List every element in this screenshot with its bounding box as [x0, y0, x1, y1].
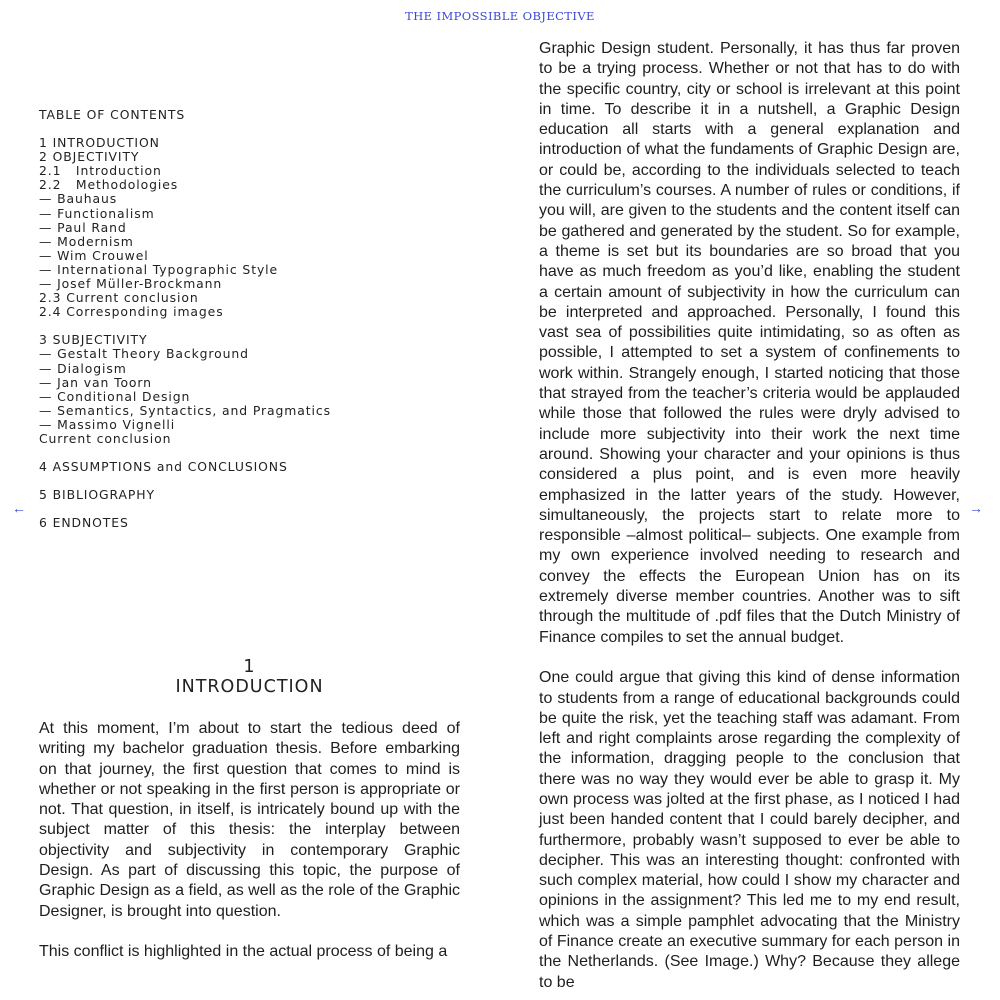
toc-group-1 [39, 136, 469, 319]
toc-group-6 [39, 516, 469, 530]
toc-item[interactable]: — Bauhaus [39, 191, 118, 207]
toc-item[interactable]: — Massimo Vignelli [39, 416, 176, 432]
chapter-heading [39, 657, 460, 697]
toc-group-5 [39, 488, 469, 502]
left-text-column [39, 719, 460, 983]
site-title[interactable]: THE IMPOSSIBLE OBJECTIVE [405, 9, 595, 23]
table-of-contents [39, 108, 469, 544]
toc-item[interactable]: 2.1 Introduction [39, 163, 162, 179]
toc-heading: TABLE OF CONTENTS [39, 107, 186, 122]
toc-item[interactable]: — Paul Rand [39, 219, 127, 235]
toc-item[interactable]: 2.2 Methodologies [39, 177, 179, 193]
toc-item[interactable]: — Dialogism [39, 360, 127, 376]
toc-item[interactable]: 6 ENDNOTES [39, 515, 129, 531]
toc-item[interactable]: — Functionalism [39, 205, 155, 221]
toc-item[interactable]: 2.3 Current conclusion [39, 290, 199, 306]
toc-item[interactable]: — Semantics, Syntactics, and Pragmatics [39, 402, 331, 418]
toc-group-4 [39, 460, 469, 474]
body-paragraph: This conflict is highlighted in the actual process of being a [39, 943, 448, 961]
chapter-title: INTRODUCTION [175, 677, 324, 697]
toc-item[interactable]: — Modernism [39, 233, 134, 249]
toc-item[interactable]: — International Typographic Style [39, 261, 279, 277]
toc-item[interactable]: — Jan van Toorn [39, 374, 152, 390]
toc-item[interactable]: 4 ASSUMPTIONS and CONCLUSIONS [39, 459, 288, 475]
toc-item[interactable]: 3 SUBJECTIVITY [39, 332, 148, 348]
body-paragraph: Graphic Design student. Personally, it has thus far proven to be a trying process. Whether or not that has to do with the specific country, city or school is irrelevant at this point in time. To describe it in a nutshell, a Graphic Design education all starts with a general explanation and introduction of what the fundaments of Graphic Design are, or could be, according to the individuals selected to teach the curriculum’s courses. A number of rules or conditions, if you will, are given to the students and the content itself can be gathered and generated by the student. So for example, a theme is set but its boundaries are so broad that you have as much freedom as you’d like, enabling the student a certain amount of subjectivity in how the curriculum can be interpreted and approached. Personally, I found this vast sea of possibilities quite intimidating, so as often as possible, I attempted to set a system of confinements to work within. Strangely enough, I started noticing that those that strayed from the teacher’s criteria would be applauded while those that followed the rules were dryly advised to include more subjectivity into their work the next time around. Showing your character and your opinions is thus considered a plus point, and is even more heavily emphasized in the latter years of the study. However, simultaneously, the projects start to relate more to responsible –almost political– subjects. One example from my own experience involved needing to research and convey the effects the European Union has on its extremely diverse member countries. Another was to sift through the multitude of .pdf files that the Dutch Ministry of Finance compiles to set the annual budget. [539, 40, 960, 646]
toc-item[interactable]: Current conclusion [39, 430, 172, 446]
toc-group-3 [39, 333, 469, 446]
toc-item[interactable]: 1 INTRODUCTION [39, 135, 160, 151]
toc-item[interactable]: — Josef Müller-Brockmann [39, 276, 223, 292]
previous-page-arrow-icon[interactable]: ← [12, 500, 26, 516]
right-text-column [539, 39, 960, 991]
chapter-number: 1 [243, 657, 256, 677]
toc-item[interactable]: — Wim Crouwel [39, 247, 149, 263]
body-paragraph: One could argue that giving this kind of dense information to students from a range of educational backgrounds could be quite the risk, yet the teaching staff was adamant. From left and right complaints arose regarding the complexity of the information, dragging people to the conclusion that there was no way they would ever be able to grasp it. My own process was jolted at the first phase, as I noticed I had just been handed content that I could barely decipher, and furthermore, probably wasn’t supposed to ever be able to decipher. This was an interesting thought: confronted with such complex material, how could I show my character and opinions in the assignment? This led me to my end result, which was a simple pamphlet advocating that the Ministry of Finance create an executive summary for each person in the Netherlands. (See Image.) Why? Because they allege to be [539, 669, 960, 991]
toc-item[interactable]: 2 OBJECTIVITY [39, 149, 140, 165]
toc-item[interactable]: — Gestalt Theory Background [39, 346, 249, 362]
toc-item[interactable]: 2.4 Corresponding images [39, 304, 224, 320]
toc-item[interactable]: — Conditional Design [39, 388, 191, 404]
body-paragraph: At this moment, I’m about to start the tedious deed of writing my bachelor graduation thesis. Before embarking on that journey, the first question that comes to mind is whether or not speaking in the first person is appropriate or not. That question, in itself, is intricately bound up with the subject matter of this thesis: the interplay between objectivity and subjectivity in contemporary Graphic Design. As part of discussing this topic, the purpose of Graphic Design as a field, as well as the role of the Graphic Designer, is brought into question. [39, 720, 460, 920]
next-page-arrow-icon[interactable]: → [969, 500, 983, 516]
toc-item[interactable]: 5 BIBLIOGRAPHY [39, 487, 155, 503]
